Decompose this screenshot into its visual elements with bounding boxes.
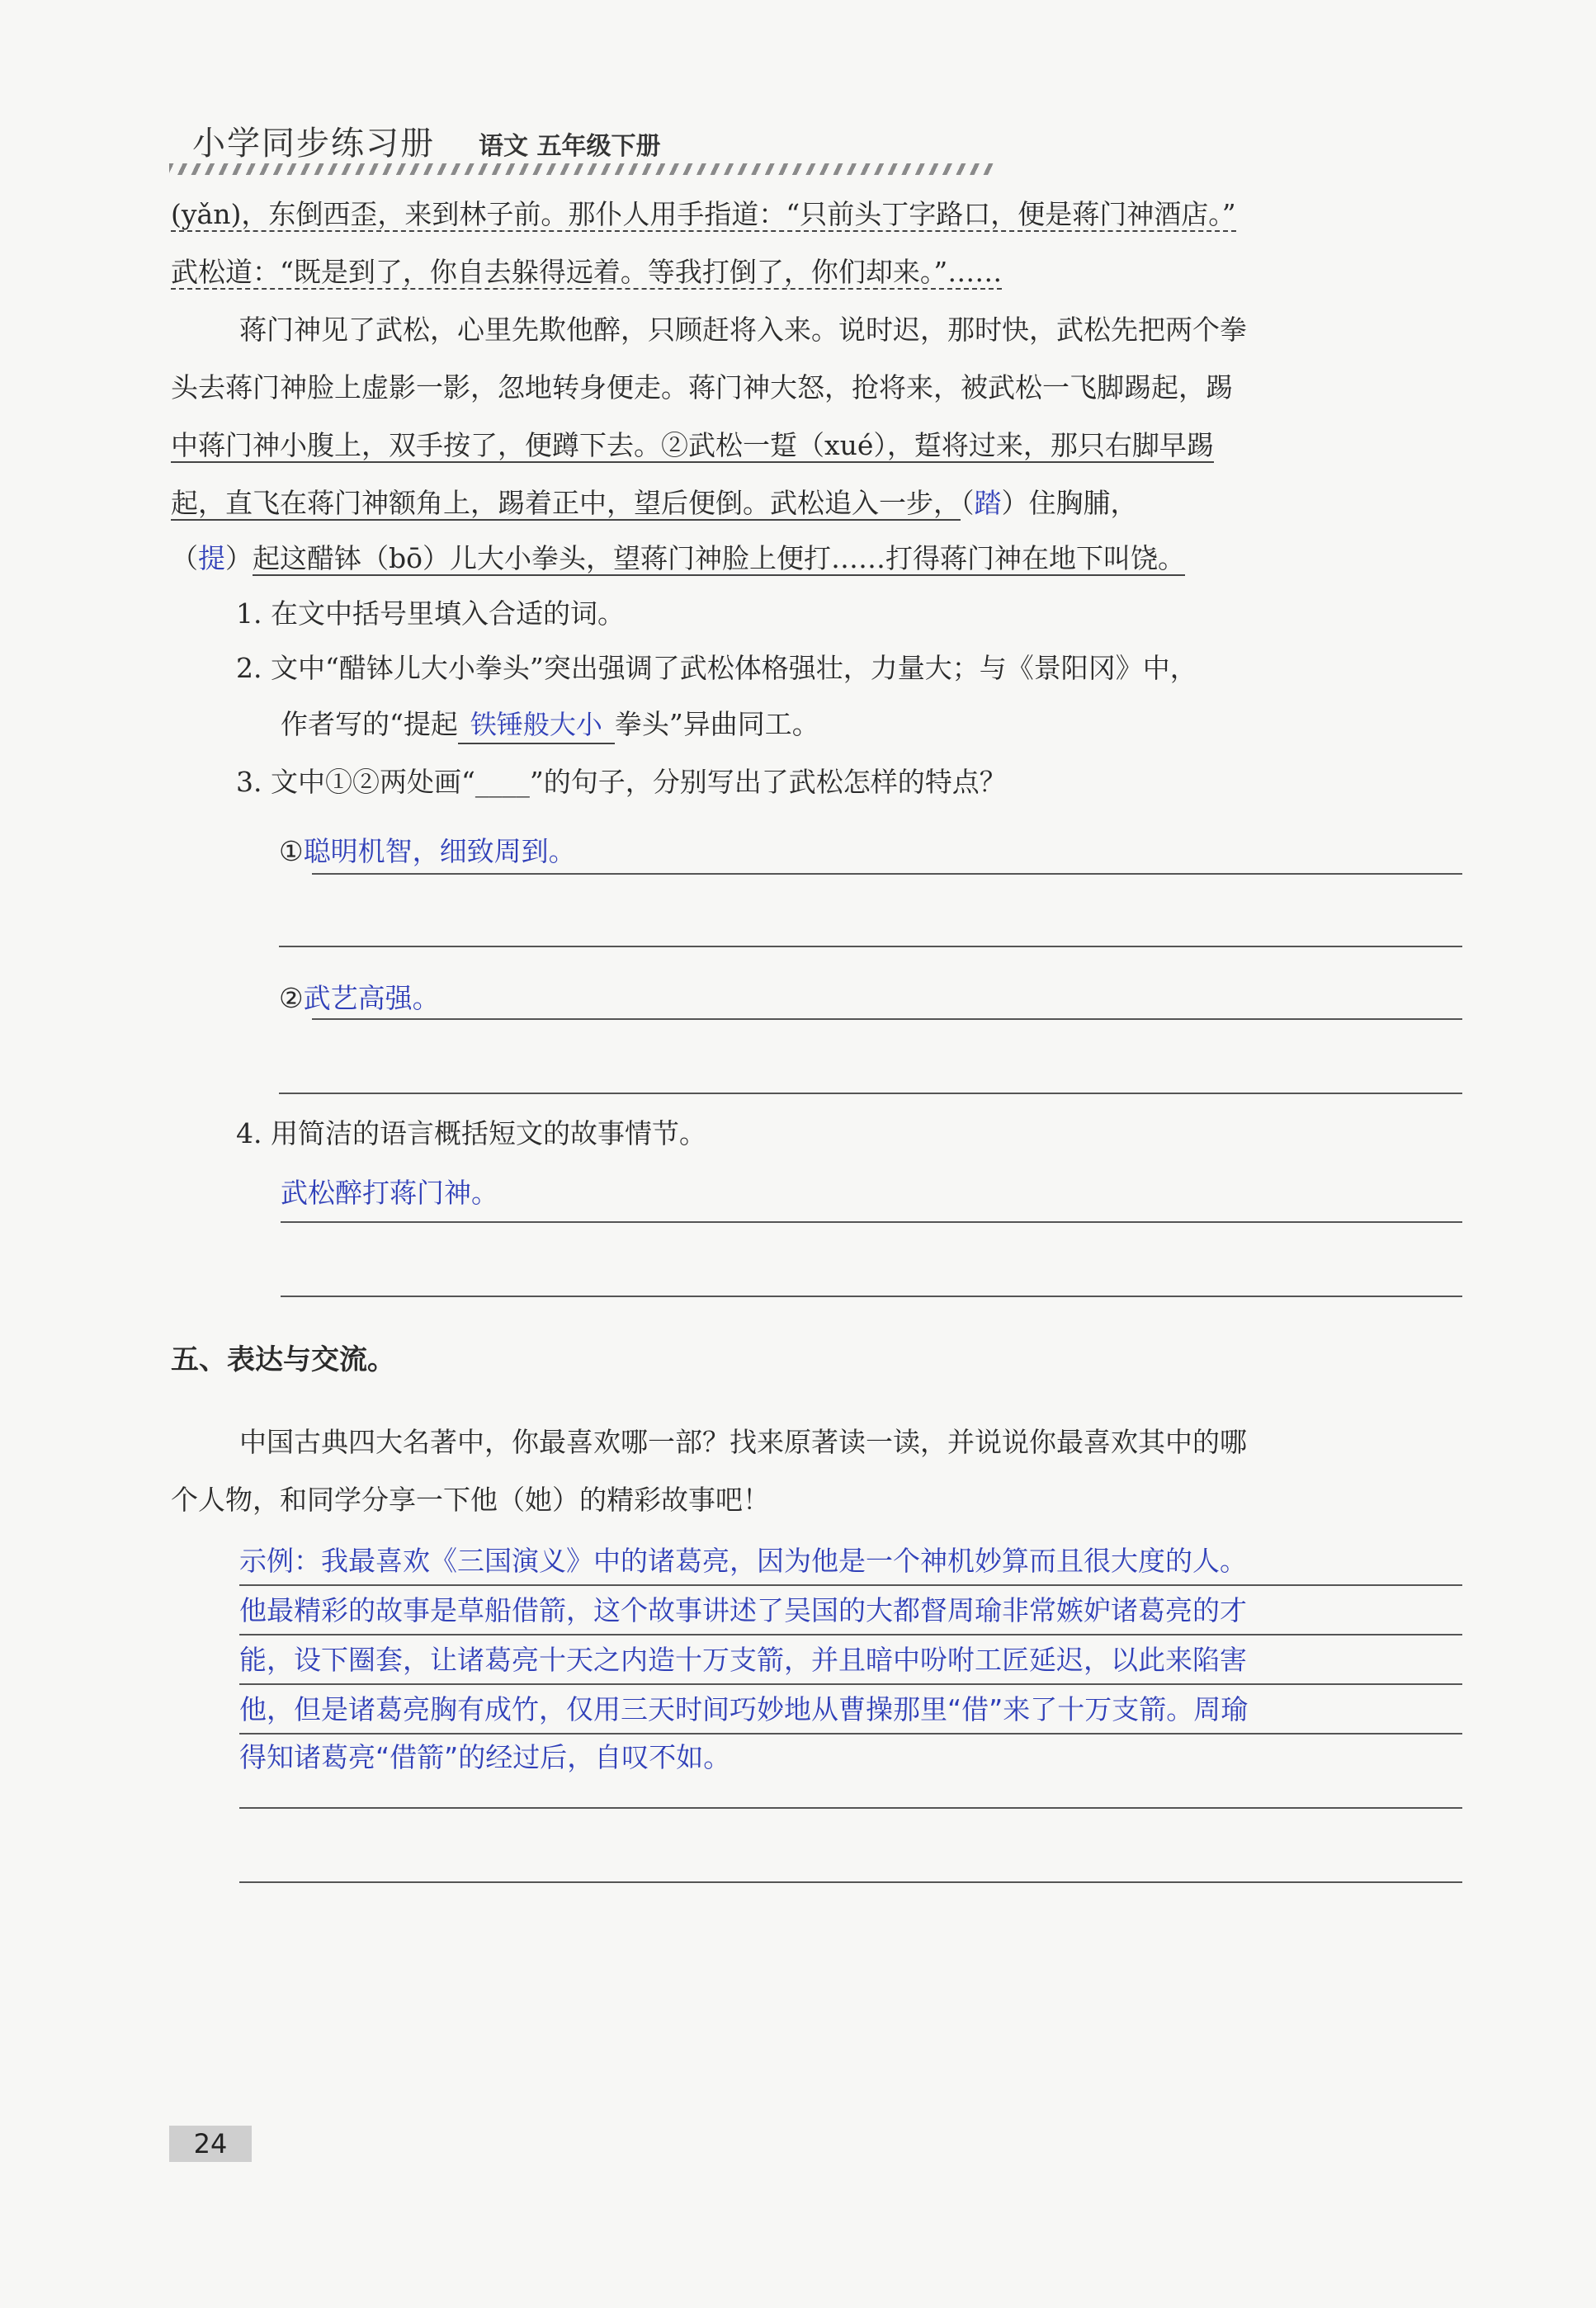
page-number: 24 xyxy=(169,2126,252,2162)
answer-line xyxy=(281,1221,1462,1223)
answer-line xyxy=(239,1881,1462,1883)
question-2: 2. 文中“醋钵儿大小拳头”突出强调了武松体格强壮，力量大；与《景阳冈》中， xyxy=(236,652,1197,684)
answer-line xyxy=(312,873,1462,875)
section-5-prompt: 中国古典四大名著中，你最喜欢哪一部？找来原著读一读，并说说你最喜欢其中的哪 xyxy=(239,1426,1247,1458)
section-5-prompt: 个人物，和同学分享一下他（她）的精彩故事吧！ xyxy=(171,1484,770,1516)
q3-answer-2: ②武艺高强。 xyxy=(279,982,440,1014)
blank-answer-2: 提 xyxy=(198,542,225,574)
book-subtitle: 语文 五年级下册 xyxy=(479,132,661,161)
passage-line: (yǎn)，东倒西歪，来到林子前。那仆人用手指道：“只前头丁字路口，便是蒋门神酒店。” xyxy=(171,198,1236,230)
answer-line xyxy=(279,1093,1462,1094)
question-1: 1. 在文中括号里填入合适的词。 xyxy=(236,597,625,630)
essay-line: 示例：我最喜欢《三国演义》中的诸葛亮，因为他是一个神机妙算而且很大度的人。 xyxy=(239,1545,1247,1577)
answer-line xyxy=(239,1683,1462,1685)
passage-line: 蒋门神见了武松，心里先欺他醉，只顾赶将入来。说时迟，那时快，武松先把两个拳 xyxy=(239,314,1247,346)
answer-line xyxy=(312,1018,1462,1020)
section-5-title: 五、表达与交流。 xyxy=(171,1343,395,1376)
answer-line xyxy=(279,946,1462,947)
answer-line xyxy=(239,1634,1462,1635)
answer-line xyxy=(239,1584,1462,1586)
essay-line: 他，但是诸葛亮胸有成竹，仅用三天时间巧妙地从曹操那里“借”来了十万支箭。周瑜 xyxy=(239,1693,1249,1725)
question-3: 3. 文中①②两处画“____”的句子，分别写出了武松怎样的特点？ xyxy=(236,766,1007,798)
passage-line: 武松道：“既是到了，你自去躲得远着。等我打倒了，你们却来。”…… xyxy=(171,256,1003,288)
essay-line: 他最精彩的故事是草船借箭，这个故事讲述了吴国的大都督周瑜非常嫉妒诸葛亮的才 xyxy=(239,1594,1247,1626)
blank-answer-1: 踏 xyxy=(974,487,1002,519)
header-rule xyxy=(169,163,994,175)
passage-line: （提）起这醋钵（bō）儿大小拳头，望蒋门神脸上便打……打得蒋门神在地下叫饶。 xyxy=(171,542,1185,574)
question-4: 4. 用简洁的语言概括短文的故事情节。 xyxy=(236,1117,706,1149)
passage-line: 起，直飞在蒋门神额角上，踢着正中，望后便倒。武松追入一步，（踏）住胸脯， xyxy=(171,487,1138,519)
answer-line xyxy=(239,1733,1462,1735)
answer-line xyxy=(281,1296,1462,1297)
q3-answer-1: ①聪明机智，细致周到。 xyxy=(279,835,576,867)
passage-line: 中蒋门神小腹上，双手按了，便蹲下去。②武松一踅（xué），踅将过来，那只右脚早踢 xyxy=(171,429,1214,461)
essay-line: 得知诸葛亮“借箭”的经过后，自叹不如。 xyxy=(239,1741,731,1773)
q2-answer: 铁锤般大小 xyxy=(458,706,615,744)
answer-line xyxy=(239,1807,1462,1809)
essay-line: 能，设下圈套，让诸葛亮十天之内造十万支箭，并且暗中吩咐工匠延迟，以此来陷害 xyxy=(239,1644,1247,1676)
question-2-line-2: 作者写的“提起 铁锤般大小 拳头”异曲同工。 xyxy=(281,706,819,744)
passage-line: 头去蒋门神脸上虚影一影，忽地转身便走。蒋门神大怒，抢将来，被武松一飞脚踢起，踢 xyxy=(171,371,1233,404)
book-title: 小学同步练习册 xyxy=(192,125,435,163)
q4-answer: 武松醉打蒋门神。 xyxy=(281,1177,498,1209)
